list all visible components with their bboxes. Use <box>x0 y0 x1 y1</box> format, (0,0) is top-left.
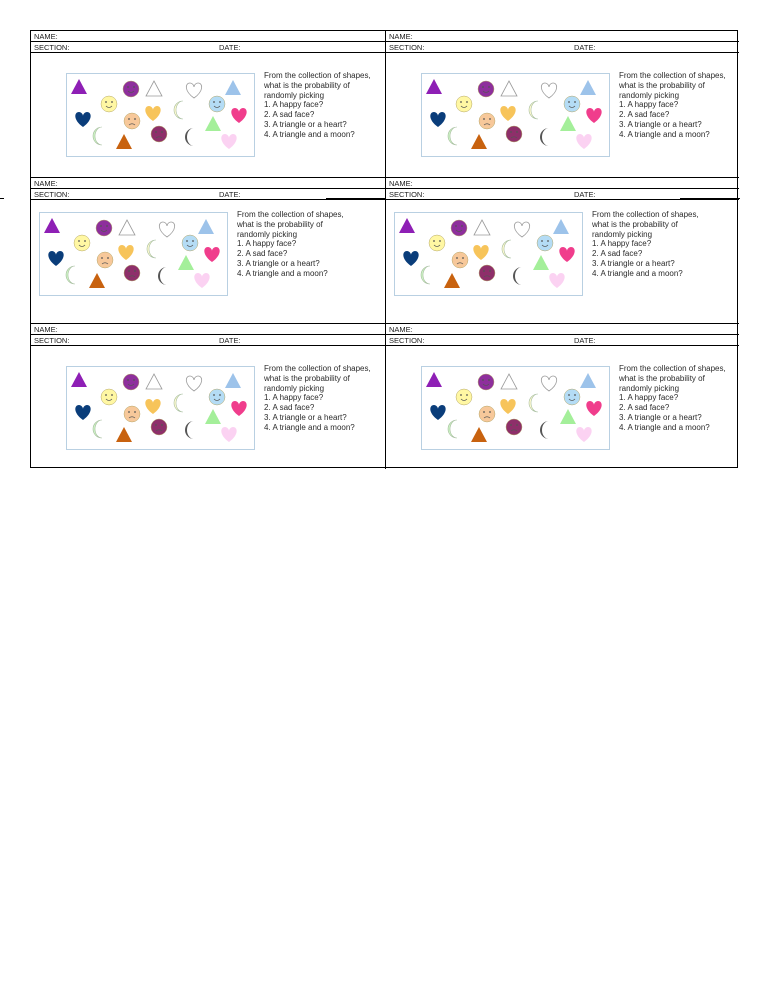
triangle-shape <box>198 219 214 234</box>
heart-shape <box>430 405 445 420</box>
shape-collection <box>421 366 610 450</box>
worksheet-card <box>385 323 739 469</box>
heart-shape <box>145 106 160 121</box>
smiley-face-shape <box>74 235 90 251</box>
section-label: SECTION: <box>34 336 70 345</box>
triangle-shape <box>444 273 460 288</box>
question-prompt: From the collection of shapes, what is the probability of randomly picking <box>619 71 726 100</box>
heart-shape <box>576 134 591 149</box>
moon-shape <box>421 266 430 284</box>
heart-shape <box>500 106 515 121</box>
sad-face-shape <box>452 252 468 268</box>
triangle-shape <box>501 81 517 96</box>
heart-shape <box>231 401 246 416</box>
smiley-face-shape <box>537 235 553 251</box>
shape-collection <box>66 73 255 157</box>
worksheet-card <box>31 323 385 469</box>
sad-face-shape <box>124 113 140 129</box>
underline-stroke <box>680 198 740 199</box>
triangle-shape <box>119 220 135 235</box>
triangle-shape <box>146 374 162 389</box>
triangle-shape <box>560 116 576 131</box>
question-item: 1. A happy face? <box>592 239 652 249</box>
name-label: NAME: <box>386 324 739 335</box>
heart-shape <box>576 427 591 442</box>
moon-shape <box>185 128 194 146</box>
triangle-shape <box>225 373 241 388</box>
heart-shape <box>403 251 418 266</box>
shape-collection <box>66 366 255 450</box>
section-label: SECTION: <box>389 190 425 199</box>
worksheet-card <box>385 31 739 177</box>
question-item: 2. A sad face? <box>264 110 315 120</box>
name-label: NAME: <box>31 31 385 42</box>
moon-shape <box>448 420 457 438</box>
date-label: DATE: <box>219 190 241 199</box>
sad-face-shape <box>151 419 167 435</box>
probability-question <box>592 210 702 279</box>
underline-stroke <box>326 198 386 199</box>
sad-face-shape <box>479 113 495 129</box>
probability-question <box>264 71 374 140</box>
triangle-shape <box>44 218 60 233</box>
shape-collection <box>394 212 583 296</box>
moon-shape <box>185 421 194 439</box>
triangle-shape <box>116 427 132 442</box>
question-item: 4. A triangle and a moon? <box>264 422 355 432</box>
question-item: 1. A happy face? <box>264 393 324 403</box>
triangle-shape <box>178 255 194 270</box>
heart-shape <box>473 245 488 260</box>
question-item: 1. A happy face? <box>619 393 679 403</box>
moon-shape <box>158 267 167 285</box>
heart-shape <box>186 83 201 98</box>
section-row <box>31 42 385 53</box>
date-label: DATE: <box>574 336 596 345</box>
heart-shape <box>145 399 160 414</box>
question-item: 2. A sad face? <box>619 110 670 120</box>
moon-shape <box>529 101 538 119</box>
question-item: 3. A triangle or a heart? <box>592 258 675 268</box>
question-item: 4. A triangle and a moon? <box>619 129 710 139</box>
smiley-face-shape <box>429 235 445 251</box>
probability-question <box>237 210 347 279</box>
question-item: 3. A triangle or a heart? <box>619 119 702 129</box>
probability-question <box>619 364 729 433</box>
smiley-face-shape <box>96 220 112 236</box>
name-label: NAME: <box>386 178 739 189</box>
sad-face-shape <box>151 126 167 142</box>
heart-shape <box>541 376 556 391</box>
question-prompt: From the collection of shapes, what is the probability of randomly picking <box>237 210 344 239</box>
question-item: 4. A triangle and a moon? <box>619 422 710 432</box>
worksheet-sheet <box>30 30 738 468</box>
date-label: DATE: <box>574 43 596 52</box>
question-item: 3. A triangle or a heart? <box>237 258 320 268</box>
question-prompt: From the collection of shapes, what is the probability of randomly picking <box>264 364 371 393</box>
heart-shape <box>549 273 564 288</box>
triangle-shape <box>560 409 576 424</box>
section-label: SECTION: <box>389 43 425 52</box>
smiley-face-shape <box>456 389 472 405</box>
triangle-shape <box>89 273 105 288</box>
triangle-shape <box>146 81 162 96</box>
smiley-face-shape <box>564 96 580 112</box>
moon-shape <box>174 394 183 412</box>
smiley-face-shape <box>101 96 117 112</box>
name-label: NAME: <box>31 178 385 189</box>
smiley-face-shape <box>123 81 139 97</box>
moon-shape <box>540 128 549 146</box>
section-row <box>386 42 739 53</box>
heart-shape <box>586 108 601 123</box>
heart-shape <box>48 251 63 266</box>
triangle-shape <box>501 374 517 389</box>
smiley-face-shape <box>209 96 225 112</box>
heart-shape <box>430 112 445 127</box>
sad-face-shape <box>97 252 113 268</box>
date-label: DATE: <box>219 336 241 345</box>
heart-shape <box>231 108 246 123</box>
moon-shape <box>513 267 522 285</box>
shape-collection <box>39 212 228 296</box>
moon-shape <box>93 420 102 438</box>
question-item: 2. A sad face? <box>592 249 643 259</box>
heart-shape <box>541 83 556 98</box>
heart-shape <box>586 401 601 416</box>
question-prompt: From the collection of shapes, what is the probability of randomly picking <box>264 71 371 100</box>
question-item: 3. A triangle or a heart? <box>264 119 347 129</box>
question-item: 1. A happy face? <box>264 100 324 110</box>
question-item: 3. A triangle or a heart? <box>619 412 702 422</box>
section-row <box>31 335 385 346</box>
name-label: NAME: <box>31 324 385 335</box>
moon-shape <box>93 127 102 145</box>
heart-shape <box>194 273 209 288</box>
sad-face-shape <box>124 265 140 281</box>
smiley-face-shape <box>478 81 494 97</box>
smiley-face-shape <box>101 389 117 405</box>
triangle-shape <box>399 218 415 233</box>
question-prompt: From the collection of shapes, what is the probability of randomly picking <box>619 364 726 393</box>
section-label: SECTION: <box>34 43 70 52</box>
moon-shape <box>529 394 538 412</box>
sad-face-shape <box>506 419 522 435</box>
moon-shape <box>174 101 183 119</box>
moon-shape <box>66 266 75 284</box>
triangle-shape <box>116 134 132 149</box>
triangle-shape <box>580 80 596 95</box>
triangle-shape <box>471 134 487 149</box>
heart-shape <box>186 376 201 391</box>
triangle-shape <box>205 116 221 131</box>
heart-shape <box>118 245 133 260</box>
smiley-face-shape <box>209 389 225 405</box>
probability-question <box>619 71 729 140</box>
smiley-face-shape <box>564 389 580 405</box>
smiley-face-shape <box>123 374 139 390</box>
question-item: 4. A triangle and a moon? <box>237 268 328 278</box>
question-item: 1. A happy face? <box>237 239 297 249</box>
smiley-face-shape <box>478 374 494 390</box>
moon-shape <box>448 127 457 145</box>
heart-shape <box>221 134 236 149</box>
moon-shape <box>540 421 549 439</box>
section-label: SECTION: <box>34 190 70 199</box>
triangle-shape <box>71 79 87 94</box>
smiley-face-shape <box>451 220 467 236</box>
sad-face-shape <box>479 265 495 281</box>
moon-shape <box>147 240 156 258</box>
triangle-shape <box>71 372 87 387</box>
smiley-face-shape <box>456 96 472 112</box>
question-item: 1. A happy face? <box>619 100 679 110</box>
date-label: DATE: <box>219 43 241 52</box>
question-item: 2. A sad face? <box>264 403 315 413</box>
section-label: SECTION: <box>389 336 425 345</box>
heart-shape <box>75 405 90 420</box>
name-label: NAME: <box>386 31 739 42</box>
heart-shape <box>500 399 515 414</box>
section-row <box>386 335 739 346</box>
worksheet-card <box>31 31 385 177</box>
question-item: 2. A sad face? <box>237 249 288 259</box>
date-label: DATE: <box>574 190 596 199</box>
heart-shape <box>159 222 174 237</box>
heart-shape <box>204 247 219 262</box>
shape-collection <box>421 73 610 157</box>
heart-shape <box>559 247 574 262</box>
triangle-shape <box>474 220 490 235</box>
heart-shape <box>514 222 529 237</box>
question-item: 4. A triangle and a moon? <box>264 129 355 139</box>
triangle-shape <box>553 219 569 234</box>
smiley-face-shape <box>182 235 198 251</box>
probability-question <box>264 364 374 433</box>
triangle-shape <box>533 255 549 270</box>
sad-face-shape <box>124 406 140 422</box>
triangle-shape <box>205 409 221 424</box>
question-item: 4. A triangle and a moon? <box>592 268 683 278</box>
question-item: 2. A sad face? <box>619 403 670 413</box>
triangle-shape <box>225 80 241 95</box>
moon-shape <box>502 240 511 258</box>
triangle-shape <box>580 373 596 388</box>
sad-face-shape <box>506 126 522 142</box>
triangle-shape <box>426 79 442 94</box>
sad-face-shape <box>479 406 495 422</box>
heart-shape <box>75 112 90 127</box>
question-item: 3. A triangle or a heart? <box>264 412 347 422</box>
triangle-shape <box>426 372 442 387</box>
question-prompt: From the collection of shapes, what is the probability of randomly picking <box>592 210 699 239</box>
underline-stroke <box>0 198 4 199</box>
triangle-shape <box>471 427 487 442</box>
heart-shape <box>221 427 236 442</box>
